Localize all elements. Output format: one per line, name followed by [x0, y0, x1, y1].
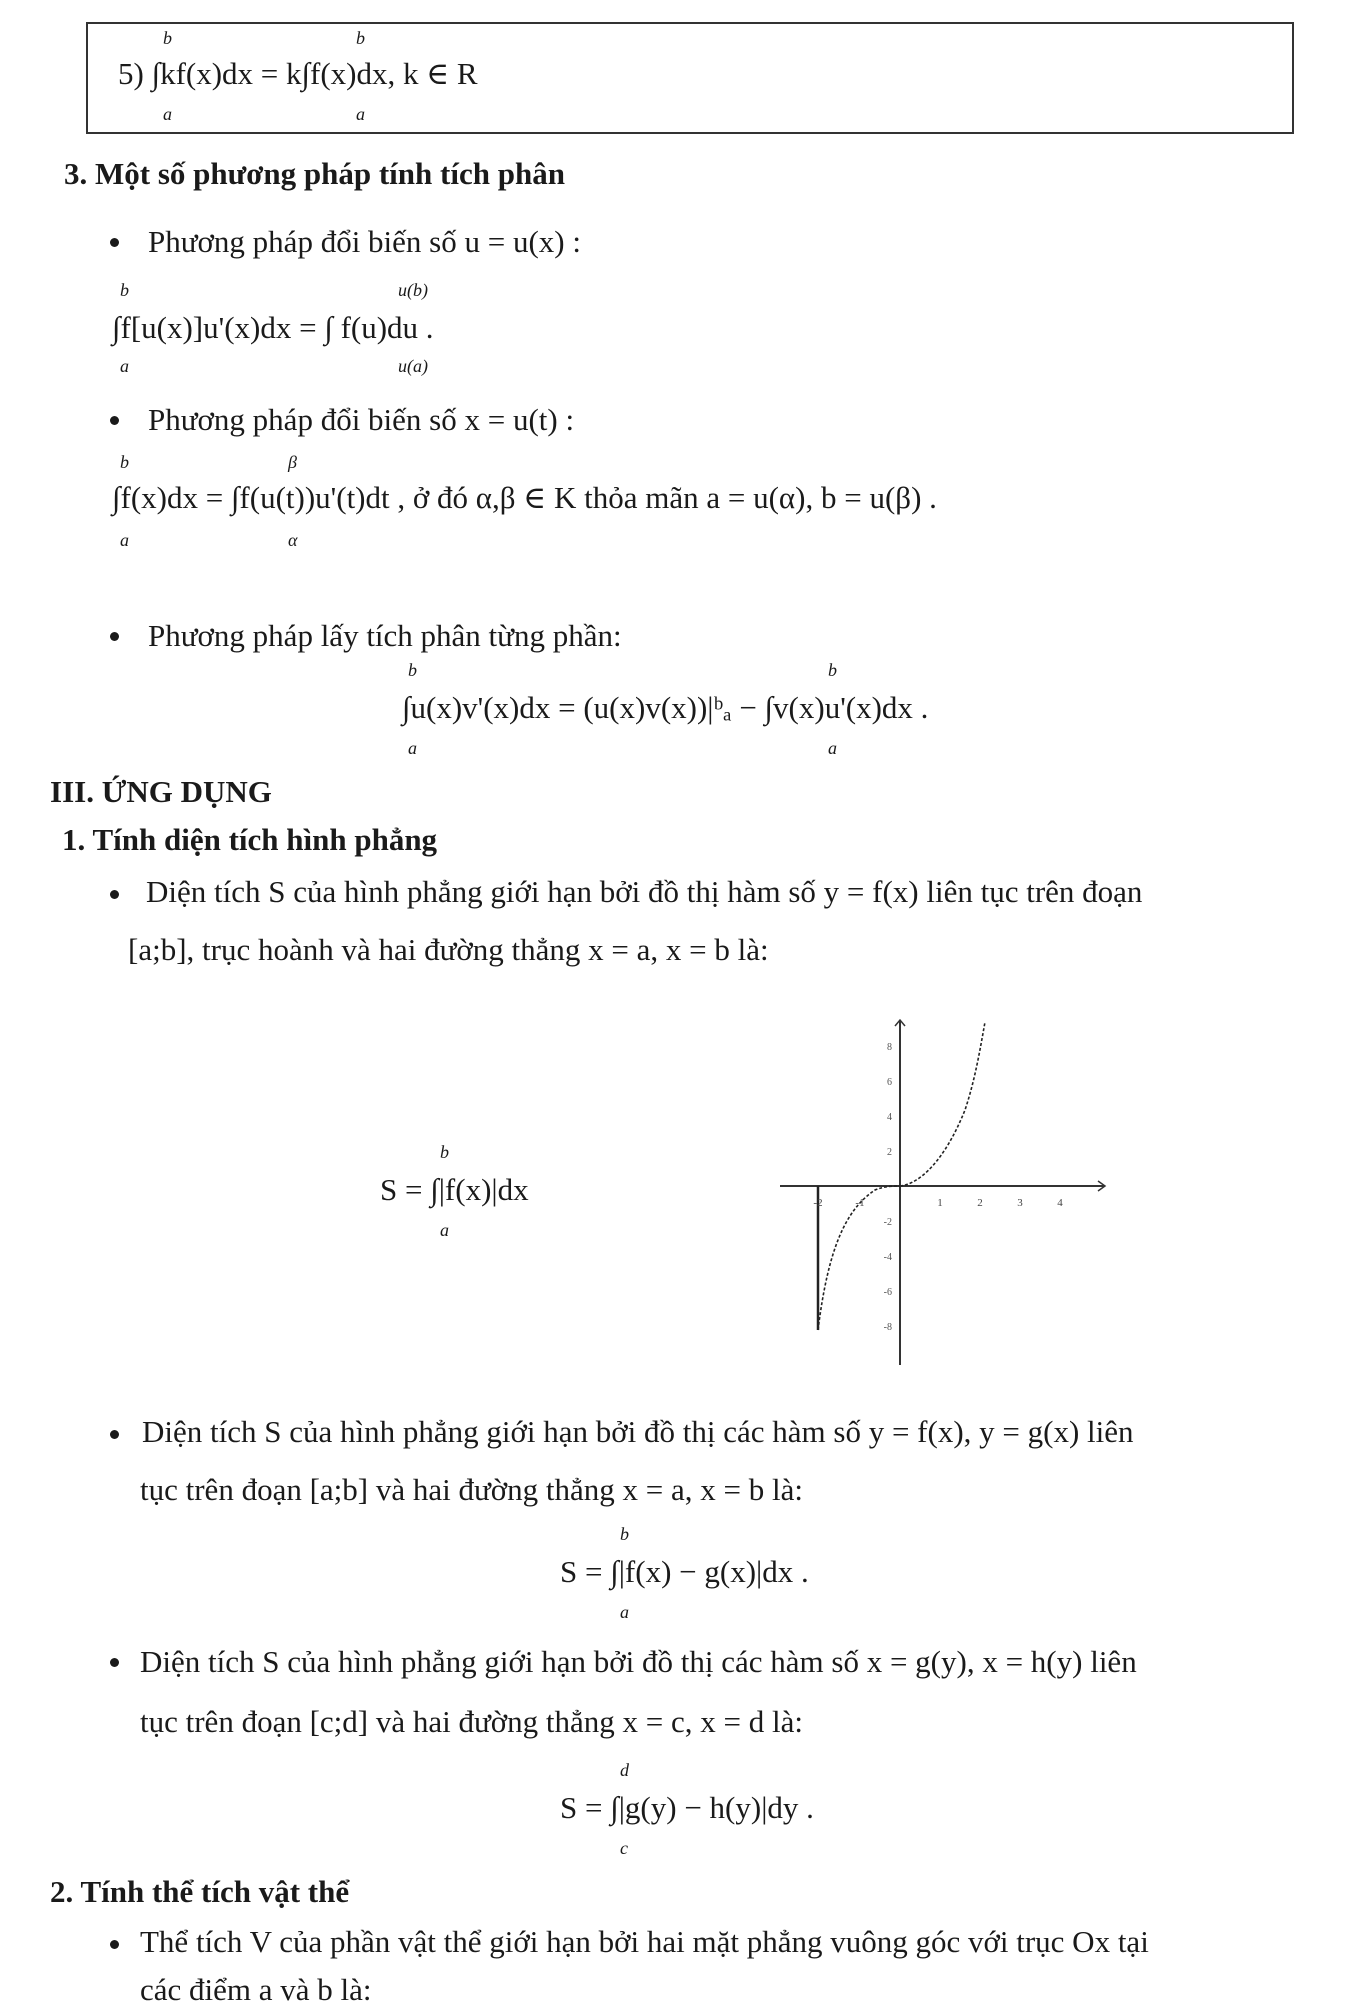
limit-alpha: α: [288, 530, 298, 550]
limit-b: b: [408, 660, 417, 680]
property-5-formula: [118, 54, 478, 94]
limit-a: a: [440, 1220, 449, 1240]
formula-area-2: S = ∫|f(x) − g(x)|dx .: [560, 1554, 809, 1589]
y-tick-label: 6: [887, 1077, 892, 1088]
limit-a: a: [828, 738, 837, 758]
area-paragraph-2-line-1: Diện tích S của hình phẳng giới hạn bởi đồ thị các hàm số y = f(x), y = g(x) liên: [142, 1414, 1134, 1449]
volume-paragraph-line-2: các điểm a và b là:: [140, 1972, 372, 2007]
limit-d: d: [620, 1760, 629, 1780]
bullet-icon: [110, 1940, 119, 1949]
limit-b: b: [440, 1142, 449, 1162]
formula-area-1: S = ∫|f(x)|dx: [380, 1172, 529, 1207]
x-tick-label: -1: [855, 1197, 865, 1209]
method-substitution-2: Phương pháp đổi biến số x = u(t) :: [148, 402, 575, 437]
area-paragraph-3-line-2: tục trên đoạn [c;d] và hai đường thẳng x = c, x = d là:: [140, 1704, 804, 1739]
x-tick-label: -2: [813, 1197, 823, 1209]
graph-tick-labels: [813, 1042, 1063, 1333]
bullet-icon: [110, 632, 119, 641]
y-tick-label: -4: [883, 1252, 892, 1263]
y-tick-label: 8: [887, 1042, 892, 1053]
limit-ua: u(a): [398, 356, 428, 376]
function-graph: [780, 1010, 1120, 1390]
limit-b: b: [120, 452, 129, 472]
method-by-parts: Phương pháp lấy tích phân từng phần:: [148, 618, 622, 653]
limit-beta: β: [288, 452, 297, 472]
limit-a: a: [120, 530, 129, 550]
formula-substitution-1: ∫f[u(x)]u'(x)dx = ∫ f(u)du .: [112, 310, 434, 345]
formula-area-3: S = ∫|g(y) − h(y)|dy .: [560, 1790, 814, 1825]
bullet-icon: [110, 890, 119, 899]
x-tick-label: 4: [1057, 1197, 1063, 1209]
method-substitution-1: Phương pháp đổi biến số u = u(x) :: [148, 224, 581, 259]
area-paragraph-1-line-2: [a;b], trục hoành và hai đường thẳng x = a, x = b là:: [128, 932, 769, 967]
y-tick-label: 2: [887, 1147, 892, 1158]
limit-a: a: [620, 1602, 629, 1622]
curve-positive-branch: [900, 1022, 985, 1186]
x-tick-label: 3: [1017, 1197, 1023, 1209]
x-tick-label: 1: [937, 1197, 943, 1209]
property-5-text: 5) ∫kf(x)dx = k∫f(x)dx, k ∈ R: [118, 56, 478, 91]
limit-a: a: [356, 104, 365, 124]
y-tick-label: -2: [883, 1217, 892, 1228]
formula-substitution-2: ∫f(x)dx = ∫f(u(t))u'(t)dt , ở đó α,β ∈ K thỏa mãn a = u(α), b = u(β) .: [112, 480, 937, 515]
area-paragraph-2-line-2: tục trên đoạn [a;b] và hai đường thẳng x = a, x = b là:: [140, 1472, 804, 1507]
subsection-volume-heading: 2. Tính thể tích vật thể: [50, 1874, 350, 1909]
y-tick-label: -8: [883, 1322, 892, 1333]
limit-a: a: [408, 738, 417, 758]
limit-c: c: [620, 1838, 628, 1858]
y-tick-label: 4: [887, 1112, 892, 1123]
limit-b: b: [620, 1524, 629, 1544]
limit-b: b: [828, 660, 837, 680]
limit-b: b: [120, 280, 129, 300]
limit-a: a: [163, 104, 172, 124]
bullet-icon: [110, 1658, 119, 1667]
volume-paragraph-line-1: Thể tích V của phần vật thể giới hạn bởi hai mặt phẳng vuông góc với trục Ox tại: [140, 1924, 1149, 1959]
limit-ub: u(b): [398, 280, 428, 300]
limit-b: b: [356, 28, 365, 48]
section-iii-heading: III. ỨNG DỤNG: [50, 774, 272, 809]
bullet-icon: [110, 1430, 119, 1439]
section-3-heading: 3. Một số phương pháp tính tích phân: [64, 156, 565, 191]
bullet-icon: [110, 416, 119, 425]
area-paragraph-1-line-1: Diện tích S của hình phẳng giới hạn bởi đồ thị hàm số y = f(x) liên tục trên đoạn: [146, 874, 1143, 909]
y-tick-label: -6: [883, 1287, 892, 1298]
limit-b: b: [163, 28, 172, 48]
x-tick-label: 2: [977, 1197, 983, 1209]
subsection-area-heading: 1. Tính diện tích hình phẳng: [62, 822, 438, 857]
area-paragraph-3-line-1: Diện tích S của hình phẳng giới hạn bởi đồ thị các hàm số x = g(y), x = h(y) liên: [140, 1644, 1137, 1679]
bullet-icon: [110, 238, 119, 247]
limit-a: a: [120, 356, 129, 376]
formula-by-parts: ∫u(x)v'(x)dx = (u(x)v(x))|ᵇₐ − ∫v(x)u'(x)dx .: [402, 690, 929, 725]
